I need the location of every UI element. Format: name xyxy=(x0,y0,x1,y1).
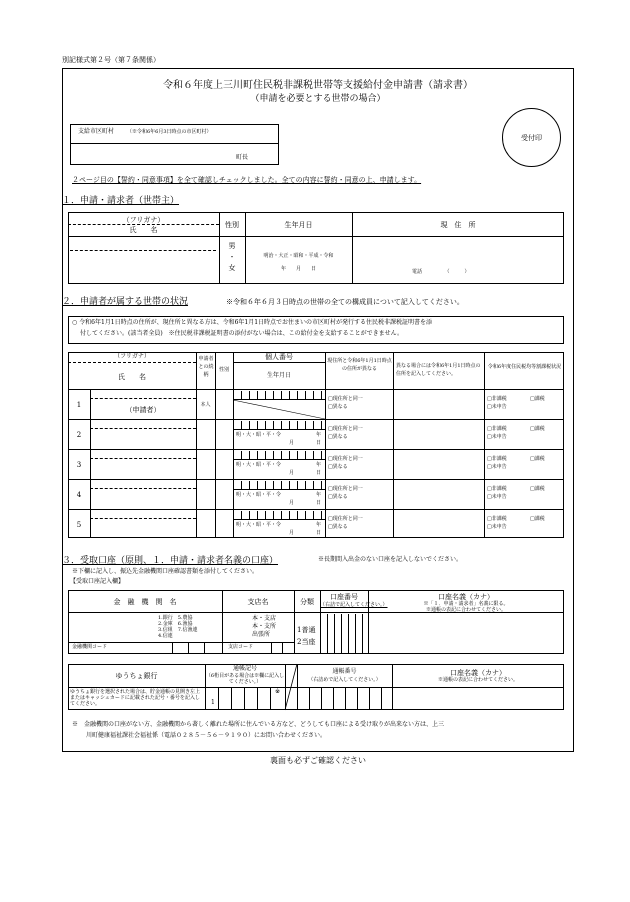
row-different-address[interactable]: □異なる xyxy=(328,464,348,470)
reception-stamp-label: 受付印 xyxy=(521,134,542,142)
row-furigana-input[interactable] xyxy=(91,450,195,458)
s2-relation-header: 申請者との続柄 xyxy=(198,356,214,378)
section1-heading: １．申請・請求者（世帯主） xyxy=(62,196,180,206)
acct-type-checking[interactable]: 2当座 xyxy=(297,638,316,646)
row-different-address[interactable]: □異なる xyxy=(328,404,348,410)
holder-note2: ※通帳の表記に合わせてください。 xyxy=(425,607,506,613)
row-nontax[interactable]: □非課税 xyxy=(487,396,507,402)
section2-note: ※令和６年６月３日時点の世帯の全ての構成員について記入してください。 xyxy=(226,298,464,306)
row-same-address[interactable]: □現住所と同一 xyxy=(328,516,363,522)
row-undeclared[interactable]: □未申告 xyxy=(487,524,507,530)
s1-furigana-input[interactable] xyxy=(70,238,216,249)
s2-addr-header: 現住所と令和6年1月1日時点の住所が異なる xyxy=(327,358,392,372)
row-era-options[interactable]: 明・大・昭・平・令 xyxy=(236,522,282,528)
type-header: 分類 xyxy=(300,598,314,606)
row-same-address[interactable]: □現住所と同一 xyxy=(328,456,363,462)
row-tax[interactable]: □課税 xyxy=(530,486,545,492)
s2-furigana-header: （フリガナ） xyxy=(114,353,150,360)
row-nontax[interactable]: □非課税 xyxy=(487,456,507,462)
row-name-input[interactable] xyxy=(91,520,195,538)
row-tax[interactable]: □課税 xyxy=(530,396,545,402)
s2-diff-header: 異なる場合には令和6年1月1日時点の住所を記入してください。 xyxy=(396,363,481,377)
row-undeclared[interactable]: □未申告 xyxy=(487,434,507,440)
s1-phone[interactable]: 電話 （ ） xyxy=(412,269,470,275)
row-id-number-input[interactable] xyxy=(234,511,324,519)
row-jan1-address-input[interactable] xyxy=(395,481,483,507)
s2-dob-header: 生年月日 xyxy=(266,372,291,379)
bank-name-input[interactable] xyxy=(70,614,156,640)
row-year: 年 xyxy=(316,462,322,468)
relation-self: 本人 xyxy=(200,402,211,408)
row-id-number-input[interactable] xyxy=(234,451,324,459)
municipality-note: （※令和6年6月3日時点の市区町村） xyxy=(127,129,212,135)
bank-type-option[interactable]: 3.信組 7.信漁連 xyxy=(158,627,198,633)
row-era-options[interactable]: 明・大・昭・平・令 xyxy=(236,432,282,438)
s1-dob-header: 生年月日 xyxy=(284,221,313,229)
s1-address-input[interactable] xyxy=(354,238,562,264)
row-day: 日 xyxy=(316,440,322,446)
row-jan1-address-input[interactable] xyxy=(395,421,483,447)
acct-no-note: （右詰で記入してください。） xyxy=(320,602,388,608)
row-era-options[interactable]: 明・大・昭・平・令 xyxy=(236,462,282,468)
back-side-note: 裏面も必ずご確認ください xyxy=(270,756,366,765)
s1-address-header: 現 住 所 xyxy=(440,221,476,229)
row-same-address[interactable]: □現住所と同一 xyxy=(328,486,363,492)
row-id-number-input[interactable] xyxy=(234,421,324,429)
row-month: 月 xyxy=(289,530,295,536)
row-number: 1 xyxy=(76,401,82,409)
yucho-passbook-input[interactable] xyxy=(298,689,391,708)
row-furigana-input[interactable] xyxy=(91,390,195,398)
yucho-one: 1 xyxy=(211,699,215,706)
footer-note2: 川町健康福祉課社会福祉係（電話０２８５－５６－９１９０）にお問い合わせください。 xyxy=(86,732,327,739)
row-id-number-input[interactable] xyxy=(234,481,324,489)
bank-type-option[interactable]: 2.金庫 6.漁協 xyxy=(158,621,193,627)
row-day: 日 xyxy=(316,500,322,506)
bank-name-header: 金 融 機 関 名 xyxy=(113,598,177,606)
row-day: 日 xyxy=(316,530,322,536)
yucho-holder-header: 口座名義（カナ） xyxy=(450,669,506,677)
branch-type-option[interactable]: 出張所 xyxy=(252,631,271,638)
form-reference: 別記様式第２号（第７条関係） xyxy=(62,56,160,64)
yucho-description: ゆうちょ銀行を選択された場合は、貯金通帳の見開き左上またはキャッシュカードに記載された記号・番号を記入してください。 xyxy=(70,689,201,707)
row-id-number-input[interactable] xyxy=(234,391,324,399)
holder-header: 口座名義（カナ） xyxy=(438,593,494,601)
row-number: 5 xyxy=(76,521,82,529)
row-furigana-input[interactable] xyxy=(91,510,195,518)
yucho-symbol-note: （6桁目がある場合は※欄に記入してください。） xyxy=(205,673,285,685)
section3-heading: ３．受取口座（原則、１．申請・請求者名義の口座） xyxy=(62,556,279,566)
row-different-address[interactable]: □異なる xyxy=(328,524,348,530)
row-era-options[interactable]: 明・大・昭・平・令 xyxy=(236,492,282,498)
s1-male-option[interactable]: 男 xyxy=(228,242,236,250)
yucho-holder-note: ※通帳の表記に合わせてください。 xyxy=(437,677,518,683)
row-tax[interactable]: □課税 xyxy=(530,456,545,462)
acct-no-header: 口座番号 xyxy=(330,593,358,601)
s1-name-input[interactable] xyxy=(70,252,216,282)
row-same-address[interactable]: □現住所と同一 xyxy=(328,396,363,402)
row-nontax[interactable]: □非課税 xyxy=(487,486,507,492)
municipality-label: 支給市区町村 xyxy=(78,128,115,135)
yucho-passbook-header: 通帳番号 xyxy=(332,668,357,675)
s2-tax-header: 令和6年度住民税均等割課税状況 xyxy=(487,364,562,370)
section3-note: ※長期間入出金のない口座を記入しないでください。 xyxy=(318,556,463,563)
municipality-input[interactable] xyxy=(72,145,227,163)
row-month: 月 xyxy=(289,440,295,446)
holder-note1: ※「１．申請・請求者」名義に限る。 xyxy=(423,601,509,607)
row-tax[interactable]: □課税 xyxy=(530,516,545,522)
s1-gender-dot: ・ xyxy=(228,253,236,261)
account-form-title: 【受取口座記入欄】 xyxy=(70,578,125,585)
row-name-input[interactable] xyxy=(91,490,195,508)
row-year: 年 xyxy=(316,492,322,498)
branch-header: 支店名 xyxy=(247,598,269,606)
notice-line2: 付してください。(該当者全員) ※住民税非課税証明書の添付がない場合は、この給付金を支給することができません。 xyxy=(80,330,404,337)
footer-note1: ※ 金融機関の口座がない方、金融機関から著しく離れた場所に住んでいる方など、どうしても口座による受け取りが出来ない方は、上三 xyxy=(72,721,445,728)
yucho-symbol-input[interactable] xyxy=(218,689,284,708)
bank-code-label: 金融機関コード xyxy=(72,644,108,650)
s1-female-option[interactable]: 女 xyxy=(228,264,236,272)
row-undeclared[interactable]: □未申告 xyxy=(487,404,507,410)
yucho-symbol-header: 通帳記号 xyxy=(232,665,257,672)
section3-instruction: ※下欄に記入し、振込先金融機関口座確認書類を添付してください。 xyxy=(72,568,259,575)
s1-gender-header: 性別 xyxy=(225,221,239,229)
row-undeclared[interactable]: □未申告 xyxy=(487,464,507,470)
bank-type-option[interactable]: 1.銀行 5.農協 xyxy=(158,615,193,621)
holder-kana-input[interactable] xyxy=(370,614,562,652)
row-jan1-address-input[interactable] xyxy=(395,511,483,537)
s2-id-header: 個人番号 xyxy=(265,353,293,361)
row-year: 年 xyxy=(316,522,322,528)
municipality-suffix: 町長 xyxy=(236,154,249,161)
row-nontax[interactable]: □非課税 xyxy=(487,426,507,432)
row-different-address[interactable]: □異なる xyxy=(328,434,348,440)
row-number: 3 xyxy=(76,461,82,469)
yucho-passbook-note: （右詰めで記入してください。） xyxy=(308,677,381,683)
row-furigana-input[interactable] xyxy=(91,420,195,428)
yucho-star: ※ xyxy=(275,688,281,695)
yucho-label: ゆうちょ銀行 xyxy=(115,672,158,680)
row-nontax[interactable]: □非課税 xyxy=(487,516,507,522)
row-number: 2 xyxy=(76,431,82,439)
yucho-holder-input[interactable] xyxy=(394,689,562,708)
row-jan1-address-input[interactable] xyxy=(395,391,483,417)
branch-code-label: 支店コード xyxy=(228,644,254,650)
branch-type-option[interactable]: 本・支所 xyxy=(252,623,277,630)
row-number: 4 xyxy=(76,491,82,499)
row-day: 日 xyxy=(316,470,322,476)
page-title: 令和６年度上三川町住民税非課税世帯等支援給付金申請書（請求書） xyxy=(163,80,473,91)
acct-type-ordinary[interactable]: 1普通 xyxy=(297,626,316,634)
s1-name-header: 氏 名 xyxy=(129,226,158,234)
section2-heading: ２．申請者が属する世帯の状況 xyxy=(62,297,189,307)
row-tax[interactable]: □課税 xyxy=(530,426,545,432)
applicant-label: （申請者） xyxy=(125,406,161,414)
row-month: 月 xyxy=(289,470,295,476)
acct-number-input[interactable] xyxy=(321,614,367,652)
s1-era-options[interactable]: 明治・大正・昭和・平成・令和 xyxy=(263,253,334,259)
s1-dob-ymd[interactable]: 年 月 日 xyxy=(280,266,316,272)
s2-gender-header: 性別 xyxy=(218,367,229,373)
row-jan1-address-input[interactable] xyxy=(395,451,483,477)
bank-type-option[interactable]: 4.信連 xyxy=(158,633,173,639)
row-different-address[interactable]: □異なる xyxy=(328,494,348,500)
s1-furigana-header: （フリガナ） xyxy=(122,216,165,224)
branch-type-option[interactable]: 本・支店 xyxy=(252,615,277,622)
row-month: 月 xyxy=(289,500,295,506)
row-name-input[interactable] xyxy=(91,430,195,448)
row-name-input[interactable] xyxy=(91,460,195,478)
s2-name-header: 氏 名 xyxy=(118,373,146,381)
row-same-address[interactable]: □現住所と同一 xyxy=(328,426,363,432)
agreement-statement: ２ページ目の【誓約・同意事項】を全て確認しチェックしました。全ての内容に誓約・同意の上、申請します。 xyxy=(72,176,422,184)
row-undeclared[interactable]: □未申告 xyxy=(487,494,507,500)
notice-line1: ○ 令和6年1月1日時点の住所が、現住所と異なる方は、令和6年1月1日時点でお住まいの市区町村が発行する住民税非課税証明書を添 xyxy=(72,319,433,326)
page-subtitle: （申請を必要とする世帯の場合） xyxy=(250,94,386,104)
row-year: 年 xyxy=(316,432,322,438)
row-furigana-input[interactable] xyxy=(91,480,195,488)
